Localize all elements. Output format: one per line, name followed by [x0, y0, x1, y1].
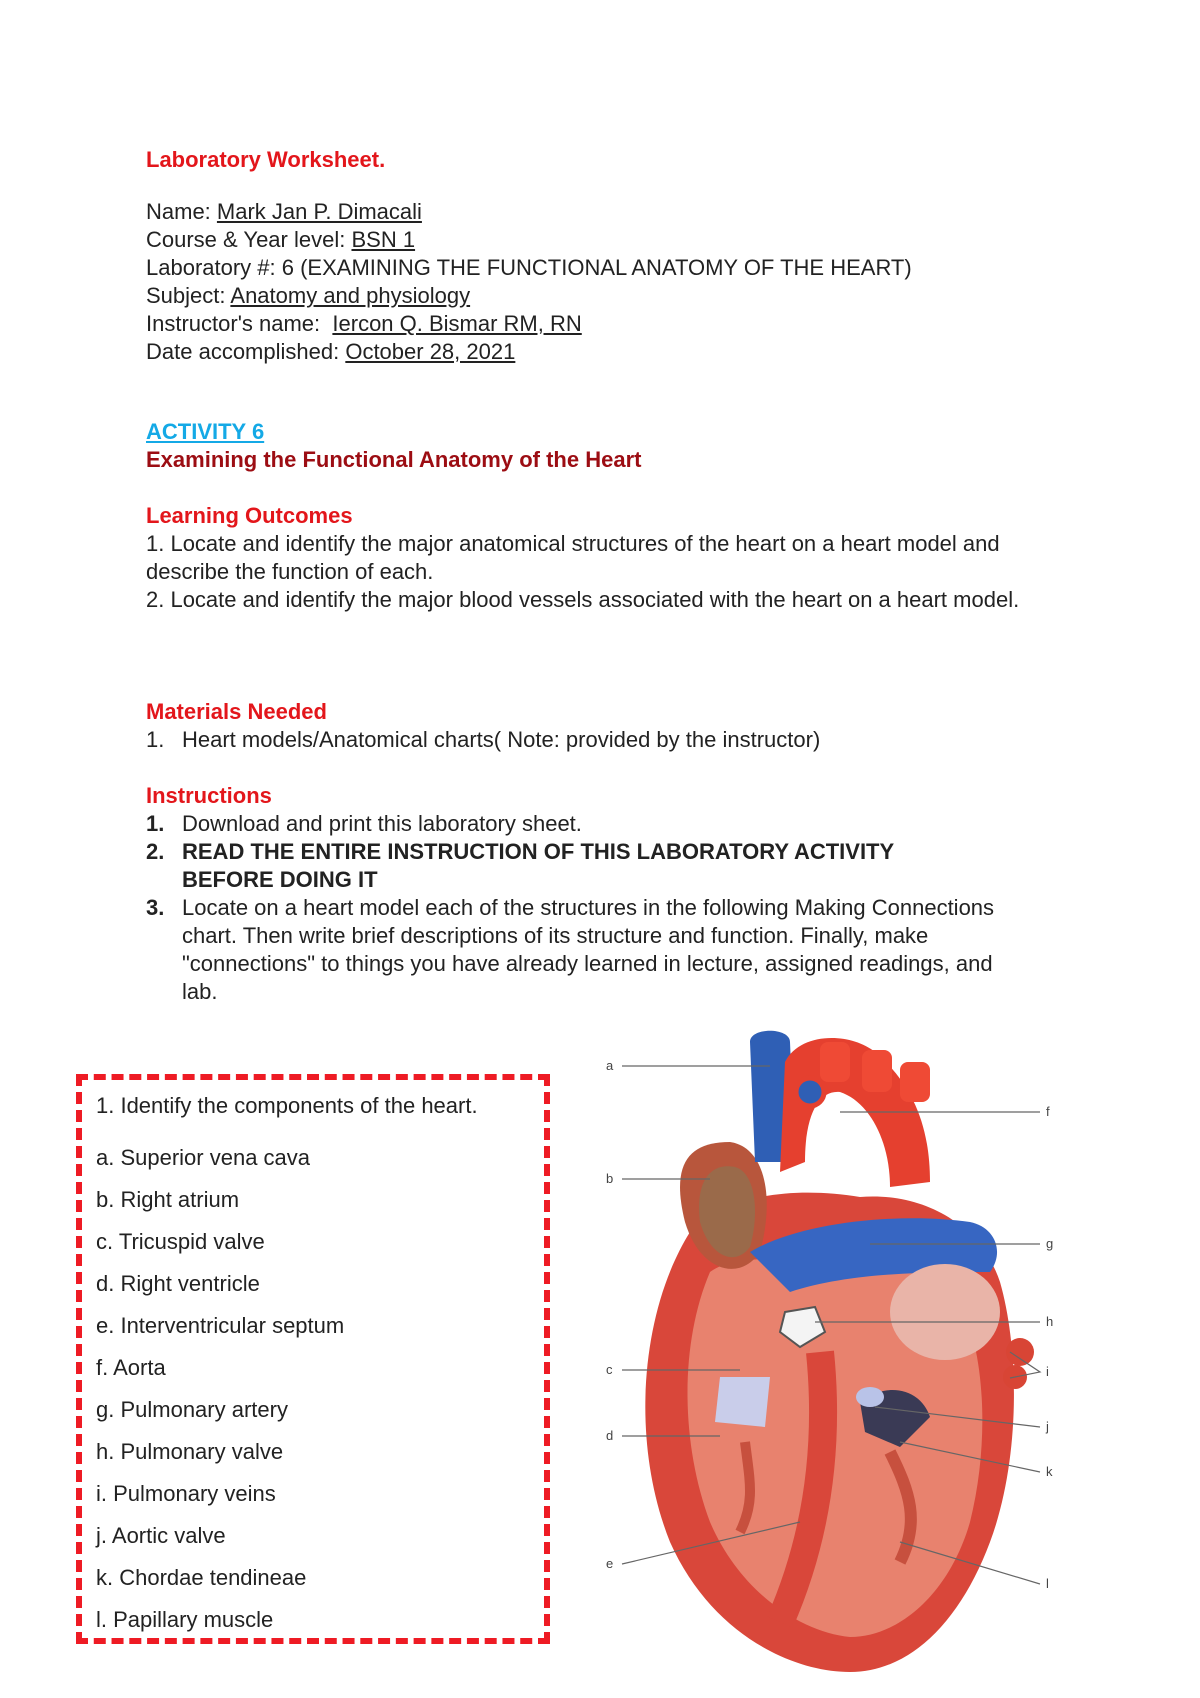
figure-label-d: d — [606, 1428, 614, 1443]
component-item: j. Aortic valve — [96, 1523, 226, 1548]
materials-item-text: Heart models/Anatomical charts( Note: provided by the instructor) — [182, 727, 821, 752]
figure-label-l: l — [1046, 1576, 1049, 1591]
figure-label-h: h — [1046, 1314, 1054, 1329]
component-item: b. Right atrium — [96, 1187, 240, 1212]
learning-outcome-1: 1. Locate and identify the major anatomical structures of the heart on a heart model and describe the function of each. — [146, 531, 1000, 584]
instruction-item-2 — [146, 838, 1006, 894]
materials-item-number: 1. — [146, 727, 165, 752]
components-box — [76, 1074, 550, 1644]
subject-value: Anatomy and physiology — [230, 283, 471, 308]
component-item: i. Pulmonary veins — [96, 1481, 276, 1506]
heart-model-illustration — [600, 1022, 1090, 1682]
lab-number-line: Laboratory #: 6 (EXAMINING THE FUNCTIONAL ANATOMY OF THE HEART) — [146, 255, 912, 280]
component-item: g. Pulmonary artery — [96, 1397, 288, 1422]
name-line — [146, 198, 422, 226]
subject-label: Subject: — [146, 283, 231, 308]
subject-line — [146, 282, 470, 310]
components-prompt: 1. Identify the components of the heart. — [96, 1093, 478, 1118]
component-item: h. Pulmonary valve — [96, 1439, 284, 1464]
figure-label-b: b — [606, 1171, 614, 1186]
instruction-text-3: Locate on a heart model each of the structures in the following Making Connections chart. Then write brief descriptions of its structure and function. Finally, make "connections" to things you have already learned in lecture, assigned readings, and lab. — [182, 895, 995, 1004]
activity-label: ACTIVITY 6 — [146, 419, 265, 444]
instruction-number-1: 1. — [146, 811, 165, 836]
date-line — [146, 338, 515, 366]
component-item: f. Aorta — [96, 1355, 166, 1380]
course-value: BSN 1 — [351, 227, 416, 252]
instructor-label: Instructor's name: — [146, 311, 333, 336]
instruction-number-2: 2. — [146, 839, 165, 864]
materials-heading: Materials Needed — [146, 699, 327, 724]
name-label: Name: — [146, 199, 217, 224]
figure-label-e: e — [606, 1556, 614, 1571]
figure-label-j: j — [1046, 1419, 1049, 1434]
component-item: k. Chordae tendineae — [96, 1565, 307, 1590]
component-item: l. Papillary muscle — [96, 1607, 274, 1632]
date-value: October 28, 2021 — [345, 339, 516, 364]
figure-label-i: i — [1046, 1364, 1049, 1379]
course-line — [146, 226, 415, 254]
activity-title: Examining the Functional Anatomy of the Heart — [146, 447, 642, 472]
learning-outcomes-heading: Learning Outcomes — [146, 503, 353, 528]
name-value: Mark Jan P. Dimacali — [216, 199, 422, 224]
figure-label-g: g — [1046, 1236, 1054, 1251]
instruction-item-3 — [146, 894, 1006, 1006]
instruction-text-1: Download and print this laboratory sheet. — [182, 811, 582, 836]
figure-label-f: f — [1046, 1104, 1050, 1119]
figure-label-k: k — [1046, 1464, 1053, 1479]
component-item: d. Right ventricle — [96, 1271, 260, 1296]
figure-label-a: a — [606, 1058, 614, 1073]
component-item: a. Superior vena cava — [96, 1145, 311, 1170]
worksheet-title: Laboratory Worksheet. — [146, 147, 386, 172]
learning-outcome-2: 2. Locate and identify the major blood vessels associated with the heart on a heart model. — [146, 587, 1020, 612]
date-label: Date accomplished: — [146, 339, 346, 364]
instruction-text-2: READ THE ENTIRE INSTRUCTION OF THIS LABORATORY ACTIVITY BEFORE DOING IT — [182, 839, 894, 892]
instruction-number-3: 3. — [146, 895, 165, 920]
figure-label-c: c — [606, 1362, 613, 1377]
component-item: e. Interventricular septum — [96, 1313, 345, 1338]
instructor-value: Iercon Q. Bismar RM, RN — [332, 311, 582, 336]
instruction-item-1 — [146, 810, 1006, 838]
instructions-heading: Instructions — [146, 783, 272, 808]
course-label: Course & Year level: — [146, 227, 352, 252]
instructor-line — [146, 310, 582, 338]
component-item: c. Tricuspid valve — [96, 1229, 265, 1254]
